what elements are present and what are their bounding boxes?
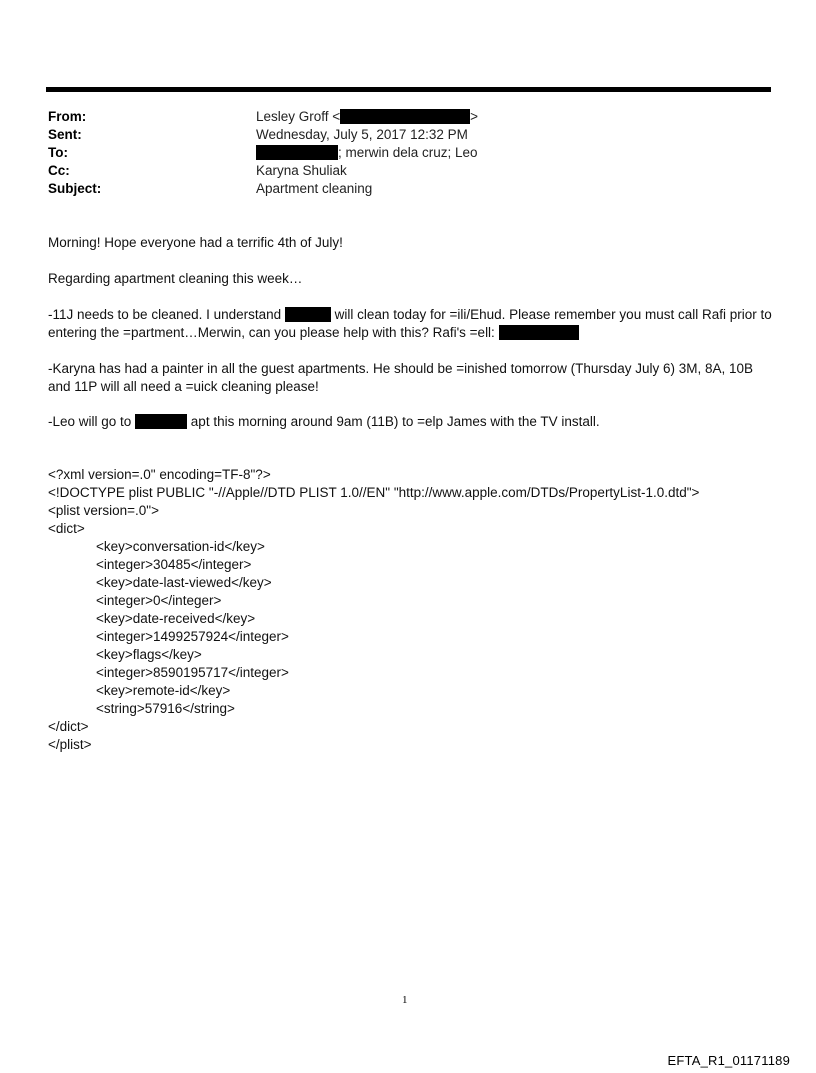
cc-label: Cc: <box>48 163 70 178</box>
xml-line: </plist> <box>48 737 92 752</box>
to-row <box>48 144 772 162</box>
xml-line: <key>date-received</key> <box>96 611 256 626</box>
from-label: From: <box>48 109 87 124</box>
redaction-box <box>340 109 470 124</box>
painter-paragraph: -Karyna has had a painter in all the guest apartments. He should be =inished tomorrow (Thursday July 6) 3M, 8A, 10B and 11P will all need a =uick cleaning please! <box>48 361 753 394</box>
xml-line: <key>remote-id</key> <box>96 683 231 698</box>
subject-row <box>48 180 772 198</box>
tv-install-paragraph <box>48 413 772 431</box>
document-id: EFTA_R1_01171189 <box>667 1053 790 1068</box>
redaction-box <box>256 145 338 160</box>
to-recipients: ; merwin dela cruz; Leo <box>338 145 478 160</box>
xml-line: <key>conversation-id</key> <box>96 539 265 554</box>
xml-line: <plist version=.0"> <box>48 503 159 518</box>
from-row <box>48 108 772 126</box>
to-label: To: <box>48 145 68 160</box>
xml-line: <integer>8590195717</integer> <box>96 665 289 680</box>
xml-line: <key>date-last-viewed</key> <box>96 575 272 590</box>
xml-line: <!DOCTYPE plist PUBLIC "-//Apple//DTD PLIST 1.0//EN" "http://www.apple.com/DTDs/PropertyList-1.0.dtd"> <box>48 485 700 500</box>
xml-line: <key>flags</key> <box>96 647 202 662</box>
from-name: Lesley Groff < <box>256 109 341 124</box>
redaction-box <box>135 414 187 429</box>
sent-row <box>48 126 772 144</box>
redaction-box <box>285 307 331 322</box>
subject-value: Apartment cleaning <box>256 181 373 196</box>
paragraph-text: -11J needs to be cleaned. I understand <box>48 307 285 322</box>
cleaning-paragraph <box>48 306 772 342</box>
redaction-box <box>499 325 579 340</box>
xml-line: <integer>0</integer> <box>96 593 222 608</box>
page-number: 1 <box>402 994 408 1006</box>
cc-row <box>48 162 772 180</box>
from-close: > <box>470 109 479 124</box>
subject-label: Subject: <box>48 181 102 196</box>
xml-line: <string>57916</string> <box>96 701 235 716</box>
xml-line: <?xml version=.0" encoding=TF-8"?> <box>48 467 271 482</box>
xml-line: <integer>1499257924</integer> <box>96 629 289 644</box>
intro-paragraph: Regarding apartment cleaning this week… <box>48 271 303 286</box>
paragraph-text: apt this morning around 9am (11B) to =elp James with the TV install. <box>187 414 600 429</box>
cc-value: Karyna Shuliak <box>256 163 347 178</box>
from-value <box>256 108 478 126</box>
xml-line: <integer>30485</integer> <box>96 557 252 572</box>
xml-line: <dict> <box>48 521 85 536</box>
header-rule <box>46 87 771 92</box>
paragraph-text: -Leo will go to <box>48 414 136 429</box>
sent-value: Wednesday, July 5, 2017 12:32 PM <box>256 127 468 142</box>
greeting-paragraph: Morning! Hope everyone had a terrific 4th of July! <box>48 235 343 250</box>
sent-label: Sent: <box>48 127 82 142</box>
paragraph-text: will clean today for =ili/Ehud. Please remember you must call Rafi prior to entering the =partment…Merwin, can you please help with this? Rafi's =ell: <box>48 307 772 340</box>
xml-line: </dict> <box>48 719 89 734</box>
to-value <box>256 144 478 162</box>
